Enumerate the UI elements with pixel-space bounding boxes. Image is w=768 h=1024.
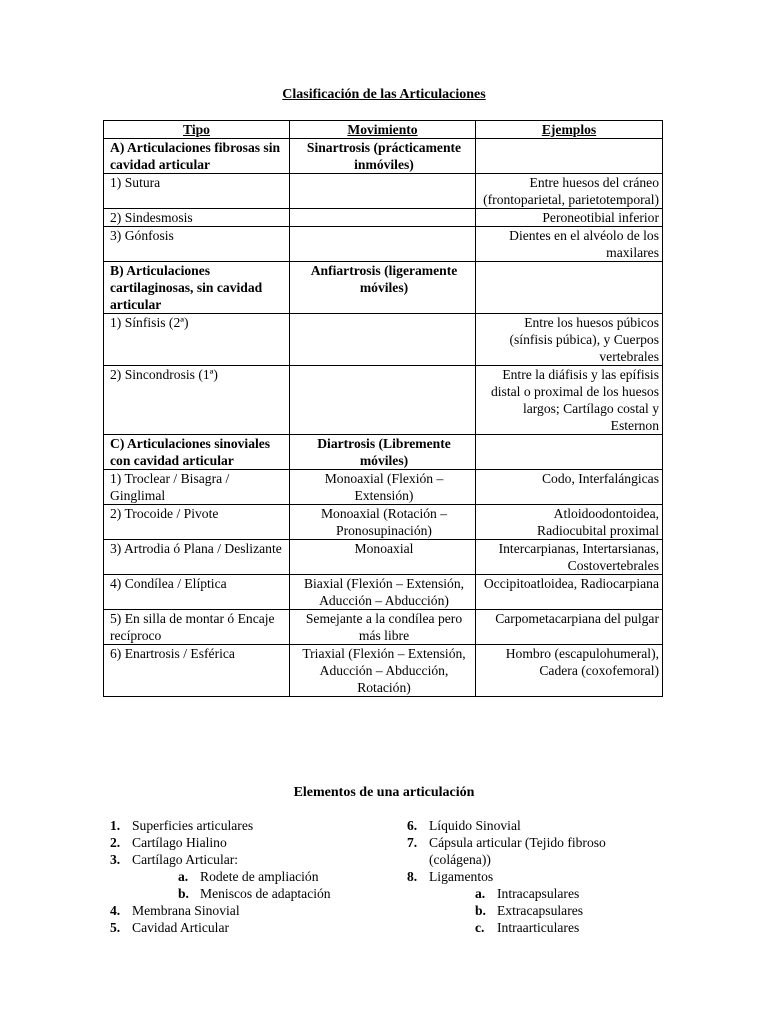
table-row	[104, 314, 663, 366]
table-row	[104, 209, 663, 227]
elements-list-right	[407, 817, 667, 936]
cell-ejemplos: Codo, Interfalángicas	[476, 470, 663, 505]
cell-ejemplos	[476, 435, 663, 470]
cell-ejemplos	[476, 262, 663, 314]
cell-movimiento: Triaxial (Flexión – Extensión, Aducción – Abducción, Rotación)	[290, 645, 476, 697]
classification-table	[103, 120, 663, 697]
cell-tipo: 2) Sincondrosis (1ª)	[104, 366, 290, 435]
list-item	[110, 834, 410, 851]
cell-movimiento: Diartrosis (Libremente móviles)	[290, 435, 476, 470]
list-item-number: 3.	[110, 852, 121, 867]
sub-list	[429, 885, 667, 936]
sub-list	[132, 868, 410, 902]
list-item	[178, 885, 410, 902]
cell-tipo: B) Articulaciones cartilaginosas, sin cavidad articular	[104, 262, 290, 314]
list-item-number: b.	[475, 903, 486, 918]
cell-tipo: 3) Gónfosis	[104, 227, 290, 262]
table-row	[104, 505, 663, 540]
table-section-row	[104, 139, 663, 174]
cell-tipo: 4) Condílea / Elíptica	[104, 575, 290, 610]
cell-tipo: 2) Trocoide / Pivote	[104, 505, 290, 540]
list-item-number: b.	[178, 886, 189, 901]
cell-tipo: 3) Artrodia ó Plana / Deslizante	[104, 540, 290, 575]
cell-ejemplos	[476, 139, 663, 174]
cell-ejemplos: Peroneotibial inferior	[476, 209, 663, 227]
cell-ejemplos: Entre huesos del cráneo (frontoparietal, parietotemporal)	[476, 174, 663, 209]
list-item	[407, 834, 667, 868]
list-item-text: Rodete de ampliación	[200, 869, 319, 884]
cell-ejemplos: Occipitoatloidea, Radiocarpiana	[476, 575, 663, 610]
cell-tipo: 1) Sutura	[104, 174, 290, 209]
cell-movimiento: Monoaxial (Rotación – Pronosupinación)	[290, 505, 476, 540]
cell-tipo: 2) Sindesmosis	[104, 209, 290, 227]
cell-movimiento: Monoaxial	[290, 540, 476, 575]
cell-ejemplos: Entre los huesos púbicos (sínfisis púbica), y Cuerpos vertebrales	[476, 314, 663, 366]
cell-ejemplos: Hombro (escapulohumeral), Cadera (coxofemoral)	[476, 645, 663, 697]
list-item-number: c.	[475, 920, 485, 935]
cell-ejemplos: Atloidoodontoidea, Radiocubital proximal	[476, 505, 663, 540]
table-row	[104, 645, 663, 697]
list-item	[475, 919, 667, 936]
list-item-number: 4.	[110, 903, 121, 918]
cell-movimiento: Sinartrosis (prácticamente inmóviles)	[290, 139, 476, 174]
list-item	[407, 868, 667, 936]
list-item	[110, 902, 410, 919]
list-item-text: Cartílago Articular:	[132, 852, 239, 867]
cell-movimiento: Monoaxial (Flexión – Extensión)	[290, 470, 476, 505]
header-movimiento: Movimiento	[290, 121, 476, 139]
cell-tipo: 1) Sínfisis (2ª)	[104, 314, 290, 366]
table-row	[104, 227, 663, 262]
table-section-row	[104, 435, 663, 470]
table-row	[104, 575, 663, 610]
table-row	[104, 174, 663, 209]
list-item-text: Cartílago Hialino	[132, 835, 227, 850]
table-body	[104, 139, 663, 697]
cell-tipo: A) Articulaciones fibrosas sin cavidad articular	[104, 139, 290, 174]
list-item-text: Extracapsulares	[497, 903, 584, 918]
list-item-text: Superficies articulares	[132, 818, 254, 833]
list-item-text: Líquido Sinovial	[429, 818, 521, 833]
cell-movimiento	[290, 314, 476, 366]
list-item-text: Cavidad Articular	[132, 920, 230, 935]
header-tipo: Tipo	[104, 121, 290, 139]
cell-tipo: 5) En silla de montar ó Encaje recíproco	[104, 610, 290, 645]
list-item	[407, 817, 667, 834]
list-item-number: 7.	[407, 835, 418, 850]
list-item-text: Meniscos de adaptación	[200, 886, 331, 901]
cell-ejemplos: Carpometacarpiana del pulgar	[476, 610, 663, 645]
list-item	[475, 885, 667, 902]
list-item-text: Ligamentos	[429, 869, 494, 884]
cell-movimiento	[290, 227, 476, 262]
header-ejemplos: Ejemplos	[476, 121, 663, 139]
cell-tipo: 1) Troclear / Bisagra / Ginglimal	[104, 470, 290, 505]
table-row	[104, 470, 663, 505]
table-section-row	[104, 262, 663, 314]
list-item-text: Intraarticulares	[497, 920, 580, 935]
list-item	[110, 919, 410, 936]
list-item-number: 2.	[110, 835, 121, 850]
elements-list-left	[110, 817, 410, 936]
cell-tipo: C) Articulaciones sinoviales con cavidad articular	[104, 435, 290, 470]
table-row	[104, 610, 663, 645]
page-title: Clasificación de las Articulaciones	[282, 87, 486, 102]
elements-title: Elementos de una articulación	[293, 785, 475, 800]
cell-movimiento: Semejante a la condílea pero más libre	[290, 610, 476, 645]
cell-ejemplos: Entre la diáfisis y las epífisis distal o proximal de los huesos largos; Cartílago costal y Esternon	[476, 366, 663, 435]
list-item-number: 1.	[110, 818, 121, 833]
list-item-text: Cápsula articular (Tejido fibroso (colágena))	[429, 835, 606, 867]
list-item-text: Membrana Sinovial	[132, 903, 240, 918]
cell-movimiento	[290, 209, 476, 227]
cell-movimiento	[290, 174, 476, 209]
table-row	[104, 540, 663, 575]
cell-tipo: 6) Enartrosis / Esférica	[104, 645, 290, 697]
list-item-number: 5.	[110, 920, 121, 935]
list-item-number: a.	[178, 869, 189, 884]
list-item	[475, 902, 667, 919]
list-item-number: 8.	[407, 869, 418, 884]
cell-ejemplos: Dientes en el alvéolo de los maxilares	[476, 227, 663, 262]
list-item	[178, 868, 410, 885]
table-header-row	[104, 121, 663, 139]
cell-movimiento: Anfiartrosis (ligeramente móviles)	[290, 262, 476, 314]
table-row	[104, 366, 663, 435]
cell-movimiento	[290, 366, 476, 435]
list-item-number: a.	[475, 886, 486, 901]
list-item	[110, 817, 410, 834]
list-item-text: Intracapsulares	[497, 886, 580, 901]
cell-ejemplos: Intercarpianas, Intertarsianas, Costovertebrales	[476, 540, 663, 575]
list-item	[110, 851, 410, 902]
cell-movimiento: Biaxial (Flexión – Extensión, Aducción – Abducción)	[290, 575, 476, 610]
list-item-number: 6.	[407, 818, 418, 833]
